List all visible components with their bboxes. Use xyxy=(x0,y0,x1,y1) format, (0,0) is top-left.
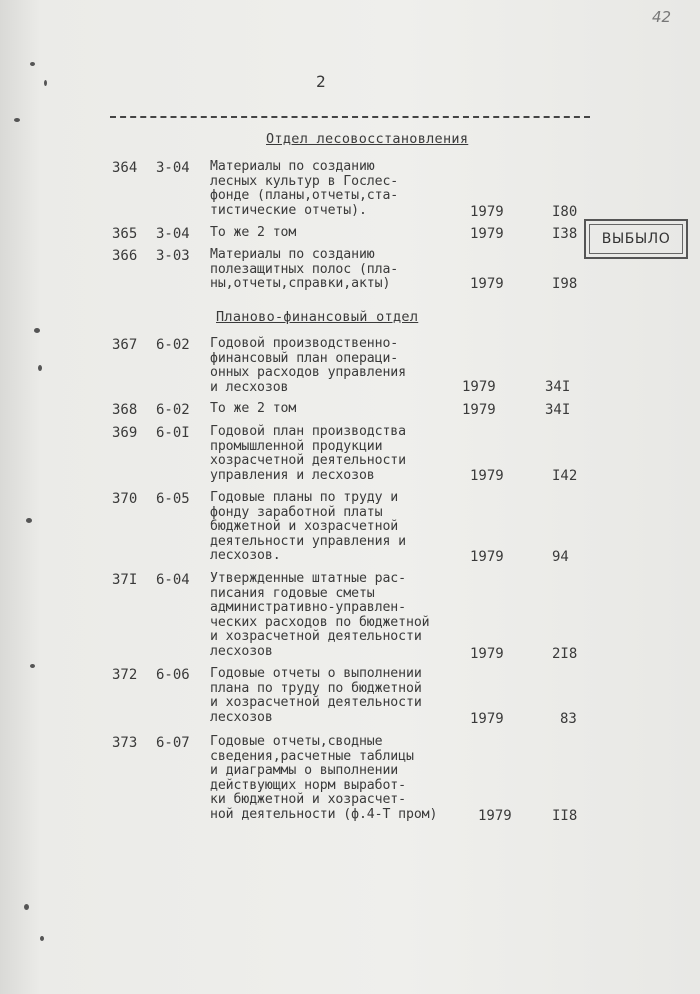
row-code: 3-04 xyxy=(156,226,190,242)
row-number: 373 xyxy=(112,735,138,751)
stamp-text: ВЫБЫЛО xyxy=(589,224,683,254)
row-number: 372 xyxy=(112,667,138,683)
page-number: 2 xyxy=(316,72,326,91)
row-count: I38 xyxy=(552,226,578,242)
row-year: 1979 xyxy=(462,402,496,418)
scan-speck xyxy=(24,904,29,910)
row-year: 1979 xyxy=(462,379,496,395)
row-code: 6-07 xyxy=(156,735,190,751)
row-year: 1979 xyxy=(470,646,504,662)
row-title: Годовые отчеты о выполнении плана по труду по бюджетной и хозрасчетной деятельности лесхозов xyxy=(210,666,422,725)
row-count: 2I8 xyxy=(552,646,578,662)
withdrawn-stamp xyxy=(584,219,688,259)
row-code: 6-0I xyxy=(156,425,190,441)
row-count: II8 xyxy=(552,808,578,824)
row-code: 6-02 xyxy=(156,402,190,418)
row-title: То же 2 том xyxy=(210,225,297,240)
row-title: Материалы по созданию лесных культур в Гослес- фонде (планы,отчеты,ста- тистические отчеты). xyxy=(210,159,399,218)
row-year: 1979 xyxy=(470,711,504,727)
row-year: 1979 xyxy=(470,204,504,220)
section-heading-planning-finance: Планово-финансовый отдел xyxy=(216,309,419,325)
row-code: 6-06 xyxy=(156,667,190,683)
row-year: 1979 xyxy=(470,468,504,484)
row-count: I98 xyxy=(552,276,578,292)
section-heading-reforestation: Отдел лесовосстановления xyxy=(266,131,469,147)
row-number: 367 xyxy=(112,337,138,353)
row-count: I42 xyxy=(552,468,578,484)
scan-speck xyxy=(14,118,20,122)
row-title: Материалы по созданию полезащитных полос (пла- ны,отчеты,справки,акты) xyxy=(210,247,399,291)
row-code: 3-03 xyxy=(156,248,190,264)
row-year: 1979 xyxy=(470,276,504,292)
row-code: 6-05 xyxy=(156,491,190,507)
dashed-divider xyxy=(110,116,590,118)
row-number: 37I xyxy=(112,572,138,588)
scan-speck xyxy=(40,936,44,941)
row-count: I80 xyxy=(552,204,578,220)
row-number: 366 xyxy=(112,248,138,264)
sheet-number: 42 xyxy=(652,8,672,26)
row-code: 6-04 xyxy=(156,572,190,588)
row-year: 1979 xyxy=(478,808,512,824)
row-title: То же 2 том xyxy=(210,401,297,416)
scan-speck xyxy=(30,664,35,668)
row-count: 34I xyxy=(545,379,571,395)
row-number: 368 xyxy=(112,402,138,418)
row-title: Годовые отчеты,сводные сведения,расчетные таблицы и диаграммы о выполнении действующих норм выработ- ки бюджетной и хозрасчет- ной деятельности (ф.4-Т пром) xyxy=(210,734,438,822)
scan-speck xyxy=(30,62,35,66)
row-number: 364 xyxy=(112,160,138,176)
row-code: 6-02 xyxy=(156,337,190,353)
row-count: 34I xyxy=(545,402,571,418)
scan-speck xyxy=(34,328,40,333)
row-year: 1979 xyxy=(470,226,504,242)
row-title: Годовой производственно- финансовый план операци- онных расходов управления и лесхозов xyxy=(210,336,406,395)
row-number: 369 xyxy=(112,425,138,441)
scan-speck xyxy=(44,80,47,86)
row-number: 370 xyxy=(112,491,138,507)
row-year: 1979 xyxy=(470,549,504,565)
row-count: 83 xyxy=(560,711,577,727)
scan-speck xyxy=(26,518,32,523)
row-title: Годовые планы по труду и фонду заработной платы бюджетной и хозрасчетной деятельности управления и лесхозов. xyxy=(210,490,406,563)
scan-speck xyxy=(38,365,42,371)
row-title: Годовой план производства промышленной продукции хозрасчетной деятельности управления и лесхозов xyxy=(210,424,406,483)
row-code: 3-04 xyxy=(156,160,190,176)
row-count: 94 xyxy=(552,549,569,565)
row-title: Утвержденные штатные рас- писания годовые сметы административно-управлен- ческих расходов по бюджетной и хозрасчетной деятельности лесхозов xyxy=(210,571,430,659)
row-number: 365 xyxy=(112,226,138,242)
